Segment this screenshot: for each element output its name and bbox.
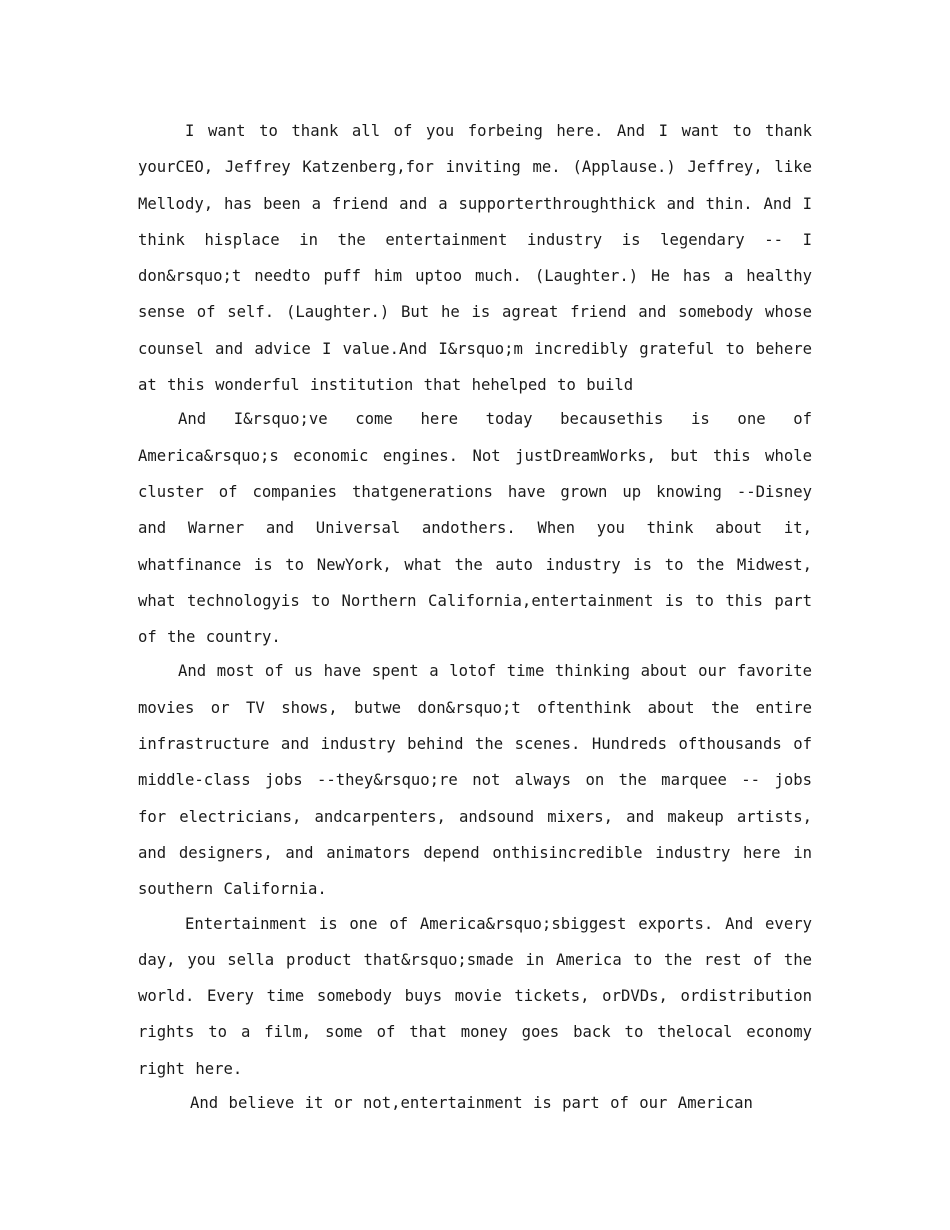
paragraph-2: And I&rsquo;ve come here today becausethis is one of America&rsquo;s economic engines. Not justDreamWorks, but this whole cluster of companies thatgenerations have grown up knowing --Disney and Warner and Universal andothers. When you think about it, whatfinance is to NewYork, what the auto industry is to the Midwest, what technologyis to Northern California,entertainment is to this part of the country. [138, 410, 812, 647]
paragraph-5: And believe it or not,entertainment is part of our American [190, 1094, 753, 1113]
paragraph-3: And most of us have spent a lotof time thinking about our favorite movies or TV shows, butwe don&rsquo;t oftenthink about the entire infrastructure and industry behind the scenes. Hundreds ofthousands of middle-class jobs --they&rsquo;re not always on the marquee -- jobs for electricians, andcarpenters, andsound mixers, and makeup artists, and designers, and animators depend onthisincredible industry here in southern California. [138, 662, 812, 899]
document-body [138, 113, 812, 1121]
paragraph-1: I want to thank all of you forbeing here. And I want to thank yourCEO, Jeffrey Katzenberg,for inviting me. (Applause.) Jeffrey, like Mellody, has been a friend and a supporterthroughthick and thin. And I think hisplace in the entertainment industry is legendary -- I don&rsquo;t needto puff him uptoo much. (Laughter.) He has a healthy sense of self. (Laughter.) But he is agreat friend and somebody whose counsel and advice I value.And I&rsquo;m incredibly grateful to behere at this wonderful institution that hehelped to build [138, 122, 812, 395]
paragraph-4: Entertainment is one of America&rsquo;sbiggest exports. And every day, you sella product that&rsquo;smade in America to the rest of the world. Every time somebody buys movie tickets, orDVDs, ordistribution rights to a film, some of that money goes back to thelocal economy right here. [138, 914, 812, 1078]
